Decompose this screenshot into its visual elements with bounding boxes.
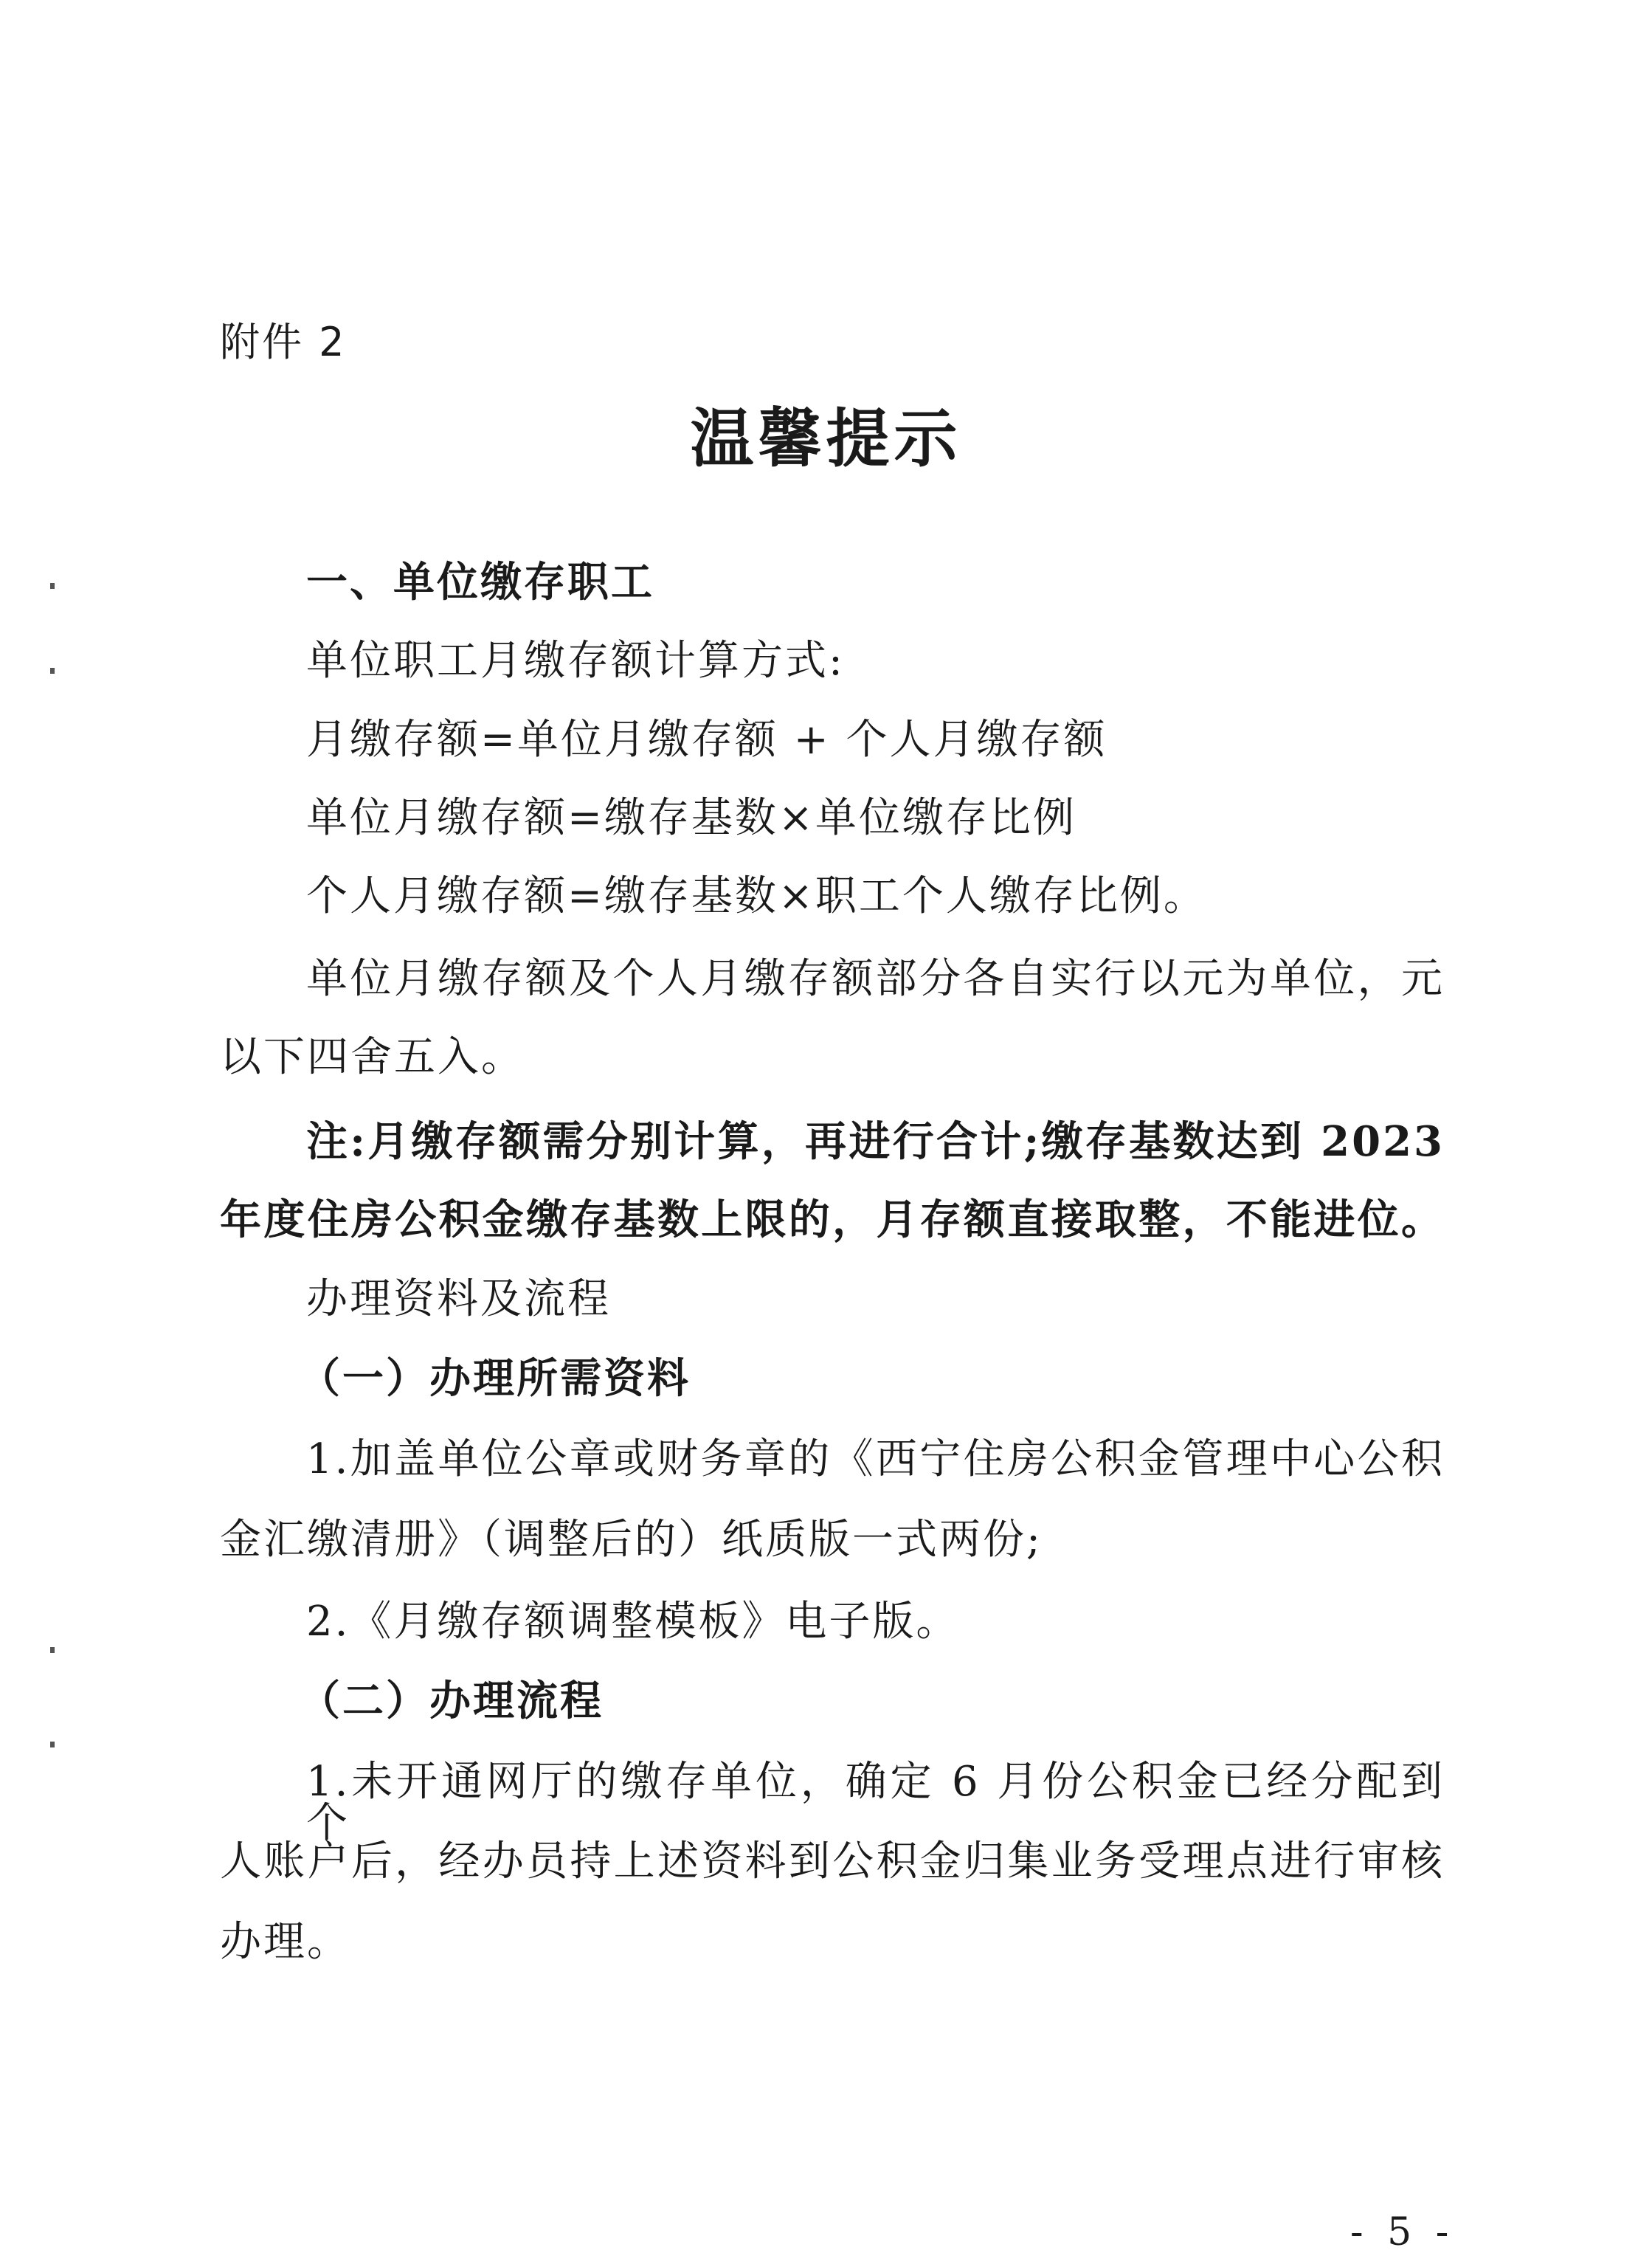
process-item: 1.未开通网厅的缴存单位，确定 6 月份公积金已经分配到个	[306, 1758, 1445, 1847]
procedure-heading: 办理资料及流程	[306, 1275, 611, 1323]
section-heading: 一、单位缴存职工	[306, 559, 654, 607]
calc-method-heading: 单位职工月缴存额计算方式:	[306, 637, 845, 685]
note-line: 注:月缴存额需分别计算，再进行合计;缴存基数达到 2023	[306, 1117, 1445, 1166]
subsection-heading: （一）办理所需资料	[299, 1355, 691, 1403]
material-item: 金汇缴清册》（调整后的）纸质版一式两份;	[220, 1516, 1043, 1564]
rounding-rule-line: 以下四舍五入。	[220, 1033, 525, 1081]
material-item: 2.《月缴存额调整模板》电子版。	[306, 1598, 960, 1646]
scan-speck	[50, 1742, 55, 1747]
page-title: 温馨提示	[690, 401, 962, 476]
formula-personal: 个人月缴存额=缴存基数×职工个人缴存比例。	[306, 872, 1207, 920]
formula-total: 月缴存额=单位月缴存额 + 个人月缴存额	[306, 716, 1107, 764]
rounding-rule-line: 单位月缴存额及个人月缴存额部分各自实行以元为单位，元	[306, 955, 1445, 1003]
subsection-heading: （二）办理流程	[299, 1677, 604, 1725]
attachment-label: 附件 2	[220, 319, 347, 365]
process-item: 办理。	[220, 1918, 350, 1966]
note-line: 年度住房公积金缴存基数上限的，月存额直接取整，不能进位。	[220, 1195, 1445, 1244]
process-item: 人账户后，经办员持上述资料到公积金归集业务受理点进行审核	[220, 1838, 1445, 1885]
scan-speck	[50, 668, 55, 674]
page-number: - 5 -	[1350, 2210, 1455, 2254]
scan-speck	[50, 1647, 55, 1653]
material-item: 1.加盖单位公章或财务章的《西宁住房公积金管理中心公积	[306, 1435, 1445, 1483]
scan-speck	[50, 583, 55, 589]
formula-unit: 单位月缴存额=缴存基数×单位缴存比例	[306, 794, 1076, 842]
